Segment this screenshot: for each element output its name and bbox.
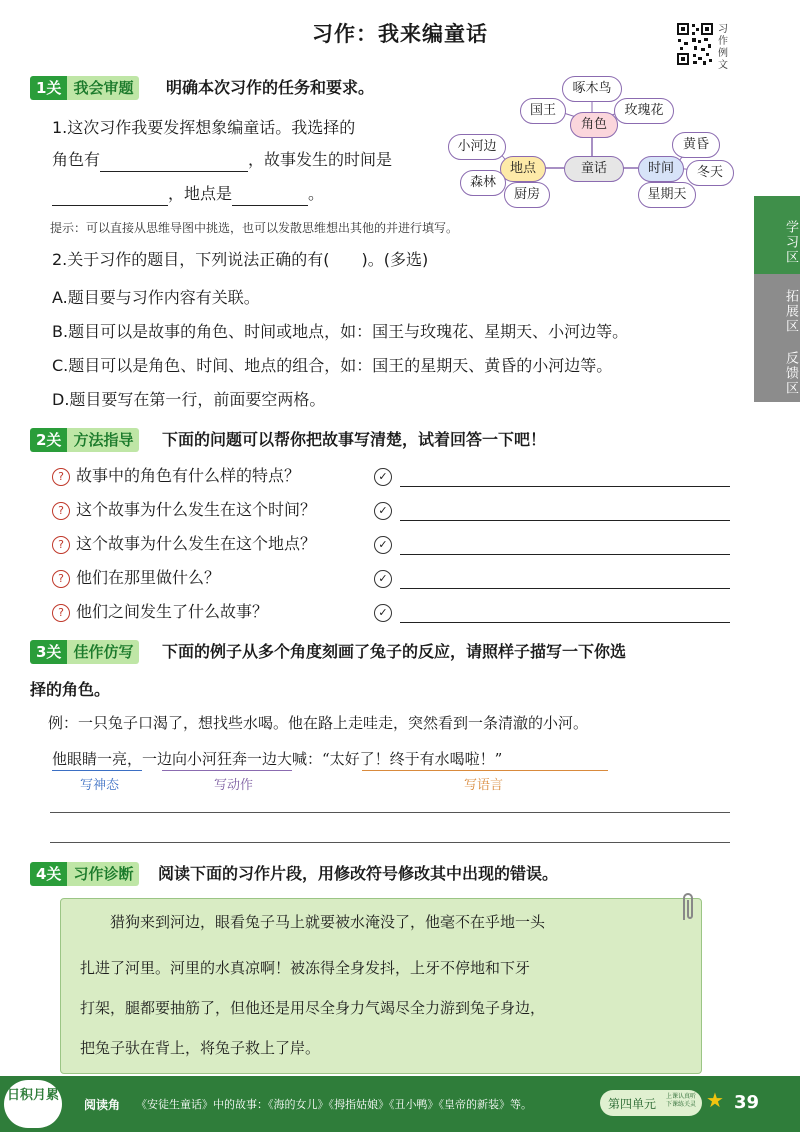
label-action: 写动作 (214, 778, 254, 793)
qr-label: 习作例文 (718, 24, 728, 71)
mind-map-role-item: 啄木鸟 (562, 76, 622, 102)
mind-map-place-item: 小河边 (448, 134, 506, 160)
q1-line3 (52, 182, 324, 206)
section4-heading: 阅读下面的习作片段，用修改符号修改其中出现的错误。 (158, 864, 559, 883)
section2-badge (30, 428, 139, 452)
q2-text: 2.关于习作的题目，下列说法正确的有( )。(多选) (52, 250, 429, 269)
star-icon: ★ (706, 1088, 724, 1112)
footer-label: 阅读角 (84, 1098, 121, 1112)
mind-map-time-item: 冬天 (686, 160, 734, 186)
mind-map-time-item: 星期天 (638, 182, 696, 208)
passage-line: 把兔子驮在背上，将兔子救上了岸。 (80, 1039, 321, 1057)
answer-line[interactable] (400, 520, 730, 521)
section4-num: 4关 (30, 862, 67, 886)
question-icon: ? (52, 604, 70, 622)
mind-map-place: 地点 (500, 156, 546, 182)
check-icon: ✓ (374, 536, 392, 554)
example-line2: 他眼睛一亮，一边向小河狂奔一边大喊：“太好了！终于有水喝啦！” (52, 750, 503, 768)
underline-expression (52, 770, 142, 771)
option-d[interactable]: D.题目要写在第一行，前面要空两格。 (52, 390, 326, 409)
underline-action (162, 770, 292, 771)
passage-line: 扎进了河里。河里的水真凉啊！被冻得全身发抖，上牙不停地和下牙 (80, 959, 531, 977)
question-row (52, 464, 732, 492)
section3-badge (30, 640, 139, 664)
page-number: 39 (734, 1092, 760, 1113)
place-blank[interactable] (232, 189, 308, 206)
qr-code-icon[interactable] (676, 22, 714, 66)
tab-study[interactable]: 学习区 (754, 196, 800, 278)
q1-end: 。 (308, 184, 325, 203)
check-icon: ✓ (374, 604, 392, 622)
q1-line1: 1.这次习作我要发挥想象编童话。我选择的 (52, 118, 356, 137)
section1-name: 我会审题 (67, 76, 139, 100)
q1-place-label: ，地点是 (168, 184, 233, 203)
mind-map (446, 70, 736, 210)
section4-badge (30, 862, 139, 886)
question-row (52, 532, 732, 560)
mind-map-place-item: 森林 (460, 170, 506, 196)
underline-speech (362, 770, 608, 771)
q1-time-label: ，故事发生的时间是 (248, 150, 393, 169)
time-blank[interactable] (52, 189, 168, 206)
check-icon: ✓ (374, 570, 392, 588)
q1-roles-label: 角色有 (52, 150, 101, 169)
section1-heading: 明确本次习作的任务和要求。 (166, 78, 375, 97)
option-a[interactable]: A.题目要与习作内容有关联。 (52, 288, 260, 307)
question-text: 他们在那里做什么？ (76, 568, 221, 587)
question-icon: ? (52, 468, 70, 486)
q1-line2 (52, 148, 392, 172)
question-icon: ? (52, 502, 70, 520)
footer-unit-sub: 上课认真听 下课练关灵 (666, 1093, 697, 1108)
answer-line[interactable] (400, 622, 730, 623)
answer-line[interactable] (400, 554, 730, 555)
question-text: 故事中的角色有什么样的特点？ (76, 466, 301, 485)
answer-line[interactable] (400, 588, 730, 589)
question-icon: ? (52, 570, 70, 588)
footer-unit-pill (600, 1090, 702, 1116)
question-row (52, 498, 732, 526)
mind-map-role: 角色 (570, 112, 618, 138)
check-icon: ✓ (374, 502, 392, 520)
label-speech: 写语言 (464, 778, 504, 793)
question-row (52, 600, 732, 628)
section3-heading-line2: 择的角色。 (30, 680, 111, 699)
section2-num: 2关 (30, 428, 67, 452)
check-icon: ✓ (374, 468, 392, 486)
footer-unit: 第四单元 (608, 1097, 657, 1111)
mind-map-place-item: 厨房 (504, 182, 550, 208)
section4-name: 习作诊断 (67, 862, 139, 886)
writing-line[interactable] (50, 812, 730, 813)
section1-num: 1关 (30, 76, 67, 100)
page-title: 习作：我来编童话 (312, 22, 488, 46)
roles-blank[interactable] (100, 155, 248, 172)
question-text: 这个故事为什么发生在这个地点？ (76, 534, 317, 553)
label-expression: 写神态 (80, 778, 120, 793)
section3-num: 3关 (30, 640, 67, 664)
option-b[interactable]: B.题目可以是故事的角色、时间或地点，如：国王与玫瑰花、星期天、小河边等。 (52, 322, 629, 341)
mind-map-role-item: 国王 (520, 98, 566, 124)
passage-line: 打架，腿都要抽筋了，但他还是用尽全身力气竭尽全力游到兔子身边， (80, 999, 546, 1017)
writing-line[interactable] (50, 842, 730, 843)
section2-heading: 下面的问题可以帮你把故事写清楚，试着回答一下吧！ (162, 430, 547, 449)
footer-text: 《安徒生童话》中的故事：《海的女儿》《拇指姑娘》《丑小鸭》《皇帝的新装》等。 (136, 1098, 532, 1111)
tab-feedback[interactable]: 反馈区 (754, 334, 800, 402)
tip-text: 提示：可以直接从思维导图中挑选，也可以发散思维想出其他的并进行填写。 (50, 221, 459, 235)
example-line1: 例：一只兔子口渴了，想找些水喝。他在路上走哇走，突然看到一条清澈的小河。 (48, 714, 589, 732)
question-text: 他们之间发生了什么故事？ (76, 602, 269, 621)
mind-map-center: 童话 (564, 156, 624, 182)
footer-badge: 日积月累 (4, 1080, 62, 1128)
question-text: 这个故事为什么发生在这个时间？ (76, 500, 317, 519)
passage-line: 猎狗来到河边，眼看兔子马上就要被水淹没了，他毫不在乎地一头 (110, 913, 546, 931)
tab-extend[interactable]: 拓展区 (754, 274, 800, 338)
answer-line[interactable] (400, 486, 730, 487)
section3-name: 佳作仿写 (67, 640, 139, 664)
section3-heading-line1: 下面的例子从多个角度刻画了兔子的反应，请照样子描写一下你选 (162, 642, 627, 661)
mind-map-time: 时间 (638, 156, 684, 182)
mind-map-role-item: 玫瑰花 (614, 98, 674, 124)
option-c[interactable]: C.题目可以是角色、时间、地点的组合，如：国王的星期天、黄昏的小河边等。 (52, 356, 613, 375)
question-icon: ? (52, 536, 70, 554)
section2-name: 方法指导 (67, 428, 139, 452)
mind-map-time-item: 黄昏 (672, 132, 720, 158)
question-row (52, 566, 732, 594)
section1-badge (30, 76, 139, 100)
